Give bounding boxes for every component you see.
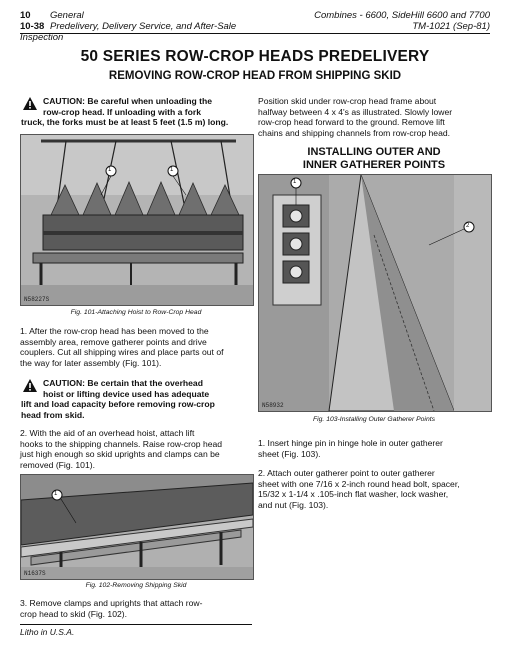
text-line: 2. Attach outer gatherer point to outer gatherer — [258, 468, 435, 478]
header-subsection: Predelivery, Delivery Service, and After-Sale Inspection — [20, 21, 237, 43]
text-line: just high enough so skid uprights and clamps can be — [20, 449, 220, 460]
fig101-illustration — [21, 135, 253, 305]
right-step-2-paragraph — [258, 468, 490, 510]
fig103-illustration — [259, 175, 491, 411]
caution-1-line2: row-crop head. If unloading with a fork — [43, 106, 202, 117]
text-line: crop head to skid (Fig. 102). — [20, 608, 127, 619]
header-section-name: General — [50, 10, 84, 21]
text-line: 2. With the aid of an overhead hoist, attach lift — [20, 428, 195, 438]
footer-rule — [20, 624, 252, 625]
page-title: 50 SERIES ROW-CROP HEADS PREDELIVERY — [80, 48, 430, 65]
text-line: chains and shipping channels from row-crop head. — [258, 127, 451, 138]
fig103-callout-1: 1 — [293, 179, 297, 185]
section-2-heading-line2: INNER GATHERER POINTS — [302, 158, 446, 171]
text-line: halfway between 4 x 4's as illustrated. Slowly lower — [258, 106, 453, 117]
warning-triangle-icon — [23, 379, 37, 392]
fig101-id-tag: N58227S — [24, 296, 50, 303]
step-2-paragraph — [20, 428, 252, 470]
footer-litho: Litho in U.S.A. — [20, 627, 75, 637]
caution-2-line2: hoist or lifting device used has adequate — [43, 388, 210, 399]
fig101-callout-1b: 1 — [170, 167, 174, 173]
header-manual-title: Combines - 6600, SideHill 6600 and 7700 — [314, 10, 490, 21]
page-subtitle: REMOVING ROW-CROP HEAD FROM SHIPPING SKID — [108, 70, 402, 82]
caution-2-line1: CAUTION: Be certain that the overhead — [43, 378, 203, 388]
text-line: removed (Fig. 101). — [20, 459, 95, 470]
fig101-photo — [20, 134, 254, 306]
caution-1-line3: truck, the forks must be at least 5 feet (1.5 m) long. — [21, 117, 229, 128]
text-line: 15/32 x 1-1/4 x .105-inch flat washer, lock washer, — [258, 489, 449, 500]
header-tm-number: TM-1021 (Sep-81) — [412, 21, 490, 32]
fig101-callout-1: 1 — [108, 167, 112, 173]
text-line: the way for later assembly (Fig. 101). — [20, 357, 162, 368]
fig102-caption: Fig. 102-Removing Shipping Skid — [85, 582, 187, 589]
caution-block-1 — [21, 96, 253, 128]
section-2-heading — [258, 146, 490, 171]
fig102-id-tag: N1637S — [24, 570, 46, 577]
right-intro-paragraph — [258, 96, 490, 138]
fig102-callout-1: 1 — [54, 491, 58, 497]
text-line: 1. After the row-crop head has been moved to the — [20, 326, 209, 336]
fig103-photo — [258, 174, 492, 412]
text-line: sheet (Fig. 103). — [258, 448, 321, 459]
text-line: hooks to the shipping channels. Raise row-crop head — [20, 438, 223, 449]
text-line: 1. Insert hinge pin in hinge hole in outer gatherer — [258, 438, 443, 448]
warning-triangle-icon — [23, 97, 37, 110]
header-rule — [20, 33, 490, 34]
text-line: assembly area, remove gatherer points and drive — [20, 336, 207, 347]
text-line: row-crop head forward to the ground. Remove lift — [258, 117, 445, 128]
text-line: and nut (Fig. 103). — [258, 499, 329, 510]
caution-block-2 — [21, 378, 253, 420]
text-line: couplers. Cut all shipping wires and place parts out of — [20, 347, 224, 358]
header-page-number: 10-38 — [20, 21, 45, 32]
text-line: 3. Remove clamps and uprights that attach row- — [20, 598, 203, 608]
section-2-heading-line1: INSTALLING OUTER AND — [307, 146, 441, 158]
fig103-callout-2: 2 — [466, 223, 470, 229]
step-1-paragraph — [20, 326, 252, 368]
header-left — [20, 10, 260, 43]
header-section-number: 10 — [20, 10, 31, 21]
fig101-caption: Fig. 101-Attaching Hoist to Row-Crop Head — [70, 309, 202, 316]
caution-1-line1: CAUTION: Be careful when unloading the — [43, 96, 213, 106]
step-3-paragraph — [20, 598, 252, 619]
text-line: Position skid under row-crop head frame about — [258, 96, 437, 106]
fig103-id-tag: N58932 — [262, 402, 284, 409]
right-step-1-paragraph — [258, 438, 490, 459]
caution-2-line3: lift and load capacity before removing row-crop — [21, 399, 215, 410]
caution-2-line4: head from skid. — [21, 409, 85, 420]
header-right — [250, 10, 490, 32]
text-line: sheet with one 7/16 x 2-inch round head bolt, spacer, — [258, 478, 460, 489]
fig102-photo — [20, 474, 254, 580]
fig103-caption: Fig. 103-Installing Outer Gatherer Points — [312, 416, 436, 423]
